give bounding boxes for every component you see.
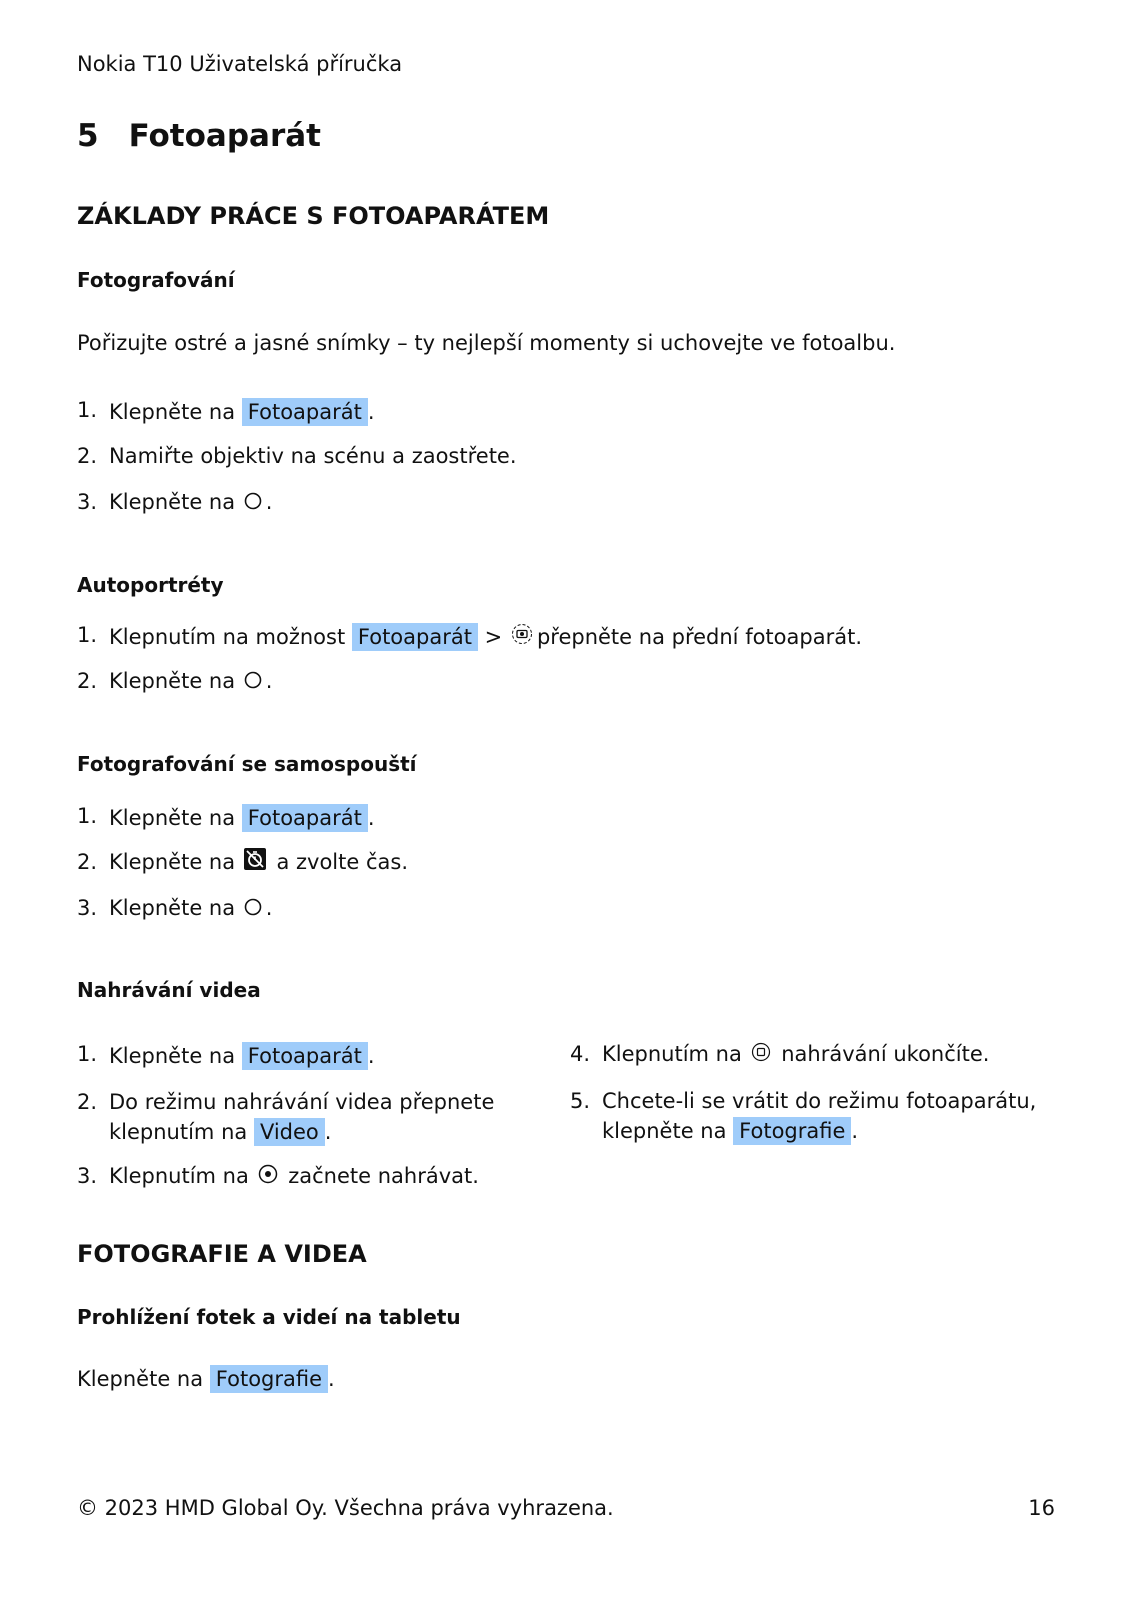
stop-icon: [751, 1041, 771, 1069]
page-number: 16: [1028, 1496, 1055, 1520]
list-item: 3. Klepnutím na začnete nahrávat.: [77, 1162, 517, 1191]
camera-app-link[interactable]: Fotoaparát: [242, 1042, 368, 1070]
camera-app-link[interactable]: Fotoaparát: [242, 398, 368, 426]
chapter-number: 5: [77, 118, 99, 154]
camera-app-link[interactable]: Fotoaparát: [242, 804, 368, 832]
circle-shutter-icon: [244, 489, 262, 517]
list-item: 2. Namiřte objektiv na scénu a zaostřete.: [77, 444, 517, 468]
subsection-title-selfie: Autoportréty: [77, 573, 224, 597]
video-mode-link[interactable]: Video: [254, 1118, 325, 1146]
list-item: 2. Klepněte na a zvolte čas.: [77, 848, 408, 894]
subsection-title-video: Nahrávání videa: [77, 978, 261, 1002]
photos-app-link[interactable]: Fotografie: [733, 1117, 851, 1145]
photos-app-link[interactable]: Fotografie: [210, 1365, 328, 1393]
list-item: 5. Chcete-li se vrátit do režimu fotoaparátu, klepněte na Fotografie .: [570, 1089, 1037, 1143]
list-item: 1. Klepněte na Fotoaparát .: [77, 398, 375, 424]
section-title-photos-videos: FOTOGRAFIE A VIDEA: [77, 1240, 367, 1268]
chapter-heading: [77, 118, 321, 154]
photo-intro-text: Pořizujte ostré a jasné snímky – ty nejlepší momenty si uchovejte ve fotoalbu.: [77, 331, 896, 355]
camera-app-link[interactable]: Fotoaparát: [352, 623, 478, 651]
timer-icon: [244, 848, 266, 877]
selfie-steps-list: [77, 621, 862, 696]
list-item: 1. Klepněte na Fotoaparát .: [77, 1042, 375, 1068]
subsection-title-timer: Fotografování se samospouští: [77, 752, 417, 776]
list-item: 2. Do režimu nahrávání videa přepnete klepnutím na Video .: [77, 1090, 495, 1144]
list-item: 1. Klepnutím na možnost Fotoaparát > přepněte na přední fotoaparát.: [77, 621, 862, 667]
list-item: 2. Klepněte na .: [77, 667, 862, 696]
list-item: 4. Klepnutím na nahrávání ukončíte.: [570, 1040, 1050, 1069]
record-icon: [258, 1163, 278, 1191]
list-item: 1. Klepněte na Fotoaparát .: [77, 804, 375, 830]
switch-camera-icon: [511, 623, 533, 652]
list-item: 3. Klepněte na .: [77, 894, 408, 923]
view-instruction: Klepněte na Fotografie .: [77, 1367, 335, 1391]
section-title-basics: ZÁKLADY PRÁCE S FOTOAPARÁTEM: [77, 202, 550, 230]
photo-steps-list: [77, 396, 517, 517]
video-steps-list-right: [570, 1040, 1050, 1147]
timer-steps-list: [77, 802, 408, 923]
document-header: Nokia T10 Uživatelská příručka: [77, 52, 403, 76]
video-steps-list-left: [77, 1040, 517, 1191]
subsection-title-view: Prohlížení fotek a videí na tabletu: [77, 1305, 461, 1329]
circle-shutter-icon: [244, 668, 262, 696]
copyright-footer: © 2023 HMD Global Oy. Všechna práva vyhrazena.: [77, 1496, 614, 1520]
subsection-title-photo: Fotografování: [77, 268, 235, 292]
list-item: 3. Klepněte na .: [77, 488, 517, 517]
circle-shutter-icon: [244, 895, 262, 923]
chapter-title: Fotoaparát: [128, 118, 321, 154]
